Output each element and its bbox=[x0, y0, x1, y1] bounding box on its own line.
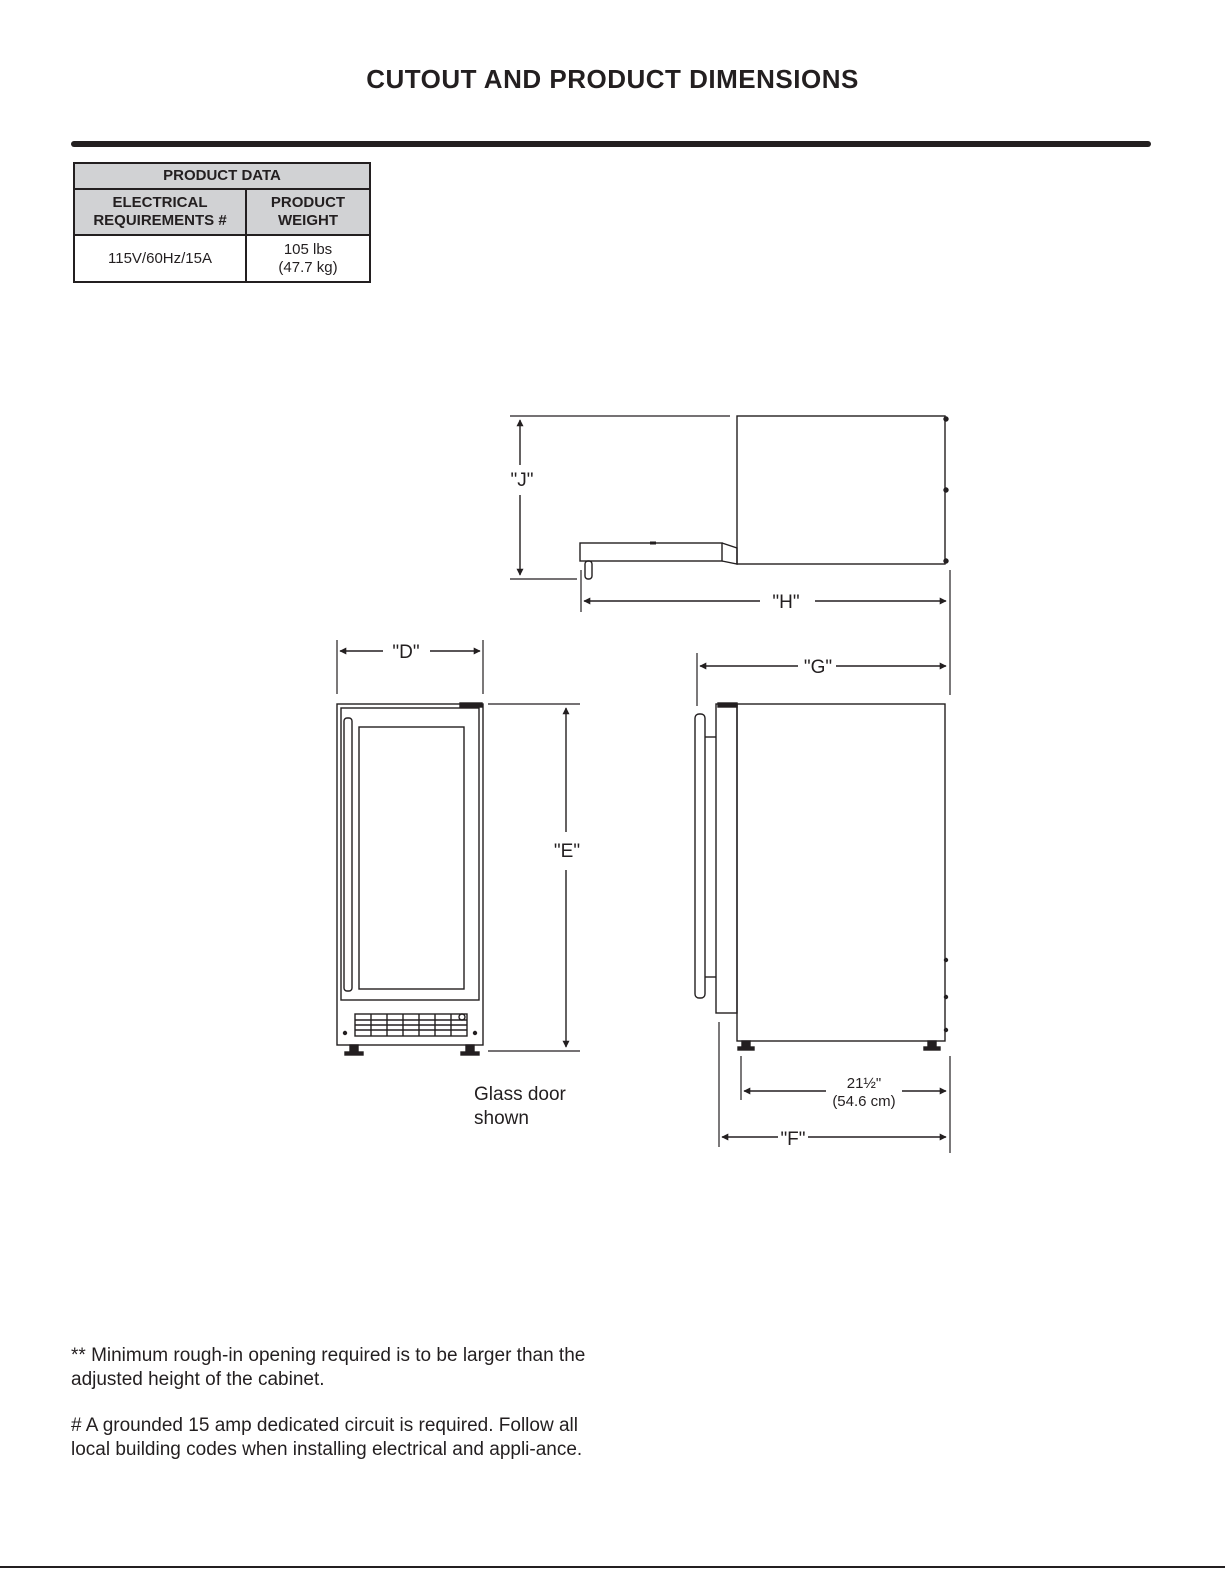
dimension-label-j: "J" bbox=[510, 470, 534, 491]
side-view-cabinet bbox=[737, 704, 945, 1041]
column-product-weight: PRODUCT WEIGHT bbox=[246, 189, 370, 235]
side-view bbox=[695, 703, 948, 1050]
product-data-heading: PRODUCT DATA bbox=[74, 163, 370, 189]
side-view-door bbox=[716, 704, 737, 1013]
extension-lines bbox=[337, 416, 950, 1153]
dimension-label-f: "F" bbox=[780, 1129, 806, 1150]
value-electrical: 115V/60Hz/15A bbox=[74, 235, 246, 282]
footnote-electrical: # A grounded 15 amp dedicated circuit is required. Follow all local building codes when installing electrical and appli-ance. bbox=[71, 1415, 583, 1460]
top-view-hinge bbox=[722, 543, 737, 564]
column-electrical-requirements: ELECTRICAL REQUIREMENTS # bbox=[74, 189, 246, 235]
top-view bbox=[580, 416, 948, 579]
dimension-label-depth-in: 21½" bbox=[846, 1075, 882, 1092]
footnote-rough-in: ** Minimum rough-in opening required is to be larger than the adjusted height of the cabinet. bbox=[71, 1345, 586, 1390]
front-view-grille bbox=[355, 1014, 467, 1036]
top-view-handle bbox=[585, 561, 592, 579]
dimension-label-g: "G" bbox=[803, 657, 833, 678]
front-view-handle bbox=[344, 718, 352, 991]
front-view bbox=[337, 703, 483, 1055]
dimension-label-h: "H" bbox=[772, 592, 800, 613]
front-view-glass bbox=[359, 727, 464, 989]
value-weight-kg: (47.7 kg) bbox=[278, 258, 338, 276]
front-view-door-frame bbox=[341, 708, 479, 1000]
dimension-label-d: "D" bbox=[392, 642, 420, 663]
top-view-cabinet bbox=[737, 416, 945, 564]
value-weight-lbs: 105 lbs bbox=[283, 240, 333, 258]
dimension-label-e: "E" bbox=[553, 841, 581, 862]
side-view-handle bbox=[695, 714, 705, 998]
bottom-rule bbox=[0, 1566, 1225, 1568]
dimension-label-depth-cm: (54.6 cm) bbox=[832, 1093, 896, 1110]
page-title: CUTOUT AND PRODUCT DIMENSIONS bbox=[366, 64, 859, 94]
top-view-door bbox=[580, 543, 722, 561]
drawing-caption: Glass door shown bbox=[474, 1084, 566, 1129]
